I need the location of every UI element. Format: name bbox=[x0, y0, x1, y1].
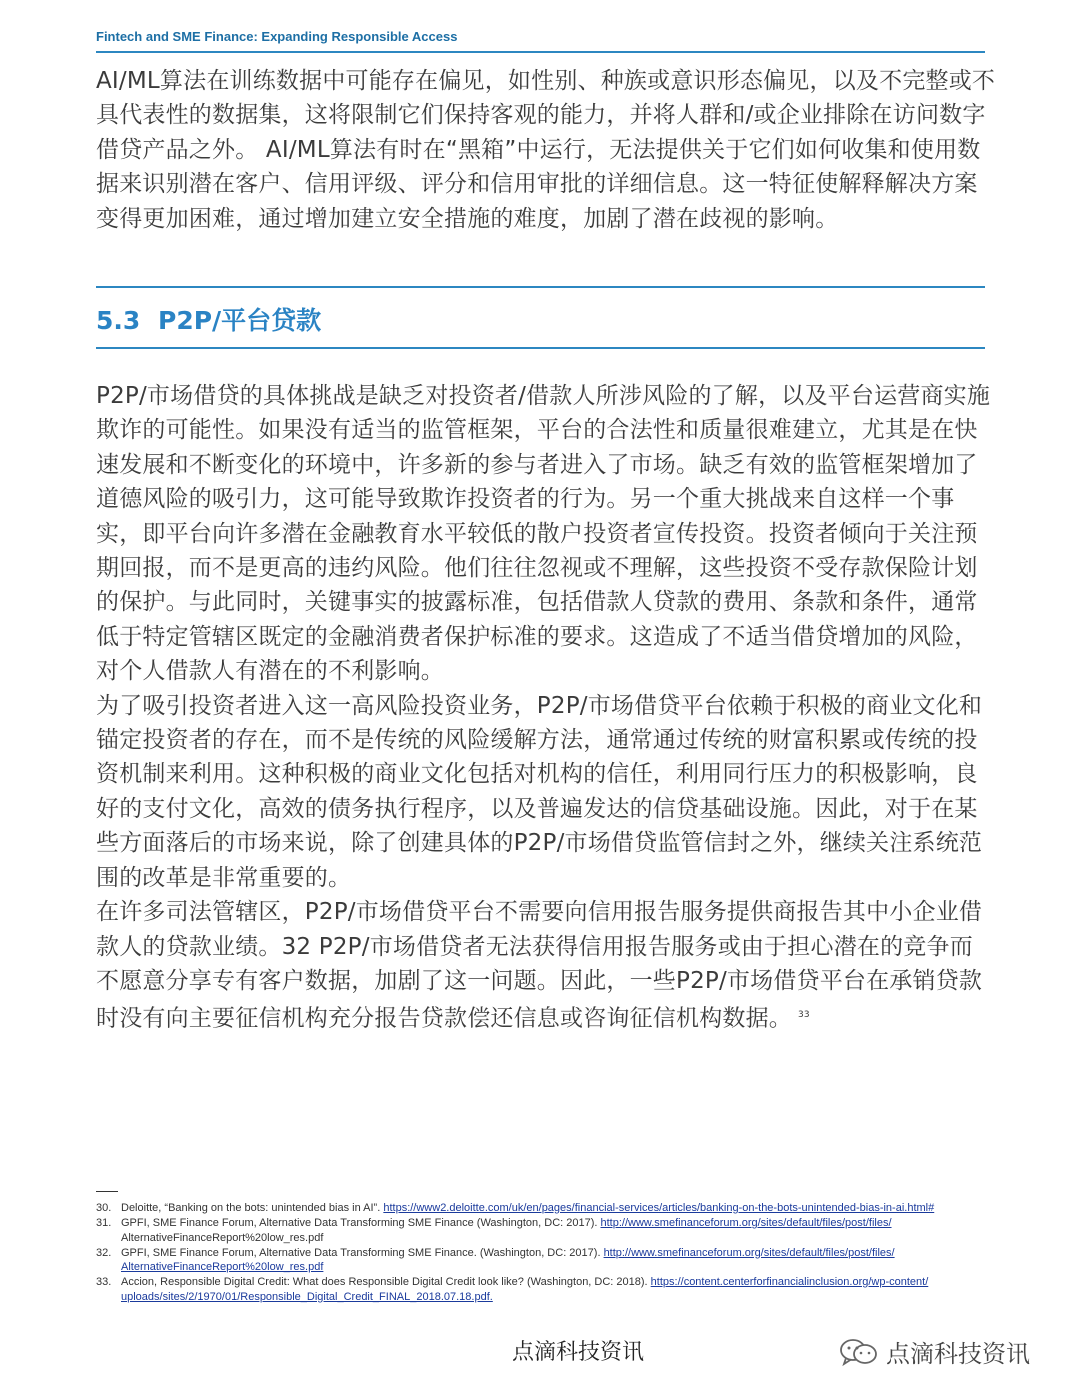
footnote-link[interactable]: uploads/sites/2/1970/01/Responsible_Digital_Credit_FINAL_2018.07.18.pdf. bbox=[121, 1290, 493, 1303]
header-rule bbox=[96, 51, 985, 53]
footnote-item bbox=[96, 1246, 996, 1275]
wechat-icon bbox=[838, 1337, 880, 1367]
section-rule-bottom bbox=[96, 347, 985, 349]
running-header: Fintech and SME Finance: Expanding Responsible Access bbox=[96, 29, 458, 44]
footnote-item bbox=[96, 1201, 996, 1216]
footnotes bbox=[96, 1201, 996, 1305]
footnote-text-continued: AlternativeFinanceReport%20low_res.pdf bbox=[121, 1231, 324, 1244]
watermark-text: 点滴科技资讯 bbox=[886, 1340, 1030, 1368]
footnote-ref[interactable]: 33 bbox=[798, 1010, 810, 1021]
footnote-text: GPFI, SME Finance Forum, Alternative Data Transforming SME Finance. (Washington, DC: 2017). bbox=[121, 1246, 604, 1259]
footnote-link[interactable]: http://www.smefinanceforum.org/sites/default/files/post/files/ bbox=[600, 1217, 892, 1229]
body-paragraph-text: 在许多司法管辖区，P2P/市场借贷平台不需要向信用报告服务提供商报告其中小企业借款人的贷款业绩。32 P2P/市场借贷者无法获得信用报告服务或由于担心潜在的竞争而不愿意分享专有客户数据，加剧了这一问题。因此，一些P2P/市场借贷平台在承销贷款时没有向主要征信机构充分报告贷款偿还信息或咨询征信机构数据。 bbox=[96, 899, 983, 1032]
footnote-item bbox=[96, 1275, 996, 1304]
body-paragraph: 为了吸引投资者进入这一高风险投资业务，P2P/市场借贷平台依赖于积极的商业文化和锚定投资者的存在，而不是传统的风险缓解方法，通常通过传统的财富积累或传统的投资机制来利用。这种积极的商业文化包括对机构的信任，利用同行压力的积极影响，良好的支付文化，高效的债务执行程序，以及普遍发达的信贷基础设施。因此，对于在某些方面落后的市场来说，除了创建具体的P2P/市场借贷监管信封之外，继续关注系统范围的改革是非常重要的。 bbox=[96, 692, 983, 891]
footnote-number: 30. bbox=[96, 1202, 112, 1214]
footnote-number: 32. bbox=[96, 1246, 112, 1259]
footnote-link[interactable]: https://www2.deloitte.com/uk/en/pages/financial-services/articles/banking-on-the-bots-unintended-bias-in-ai.html# bbox=[383, 1202, 935, 1214]
section-number: 5.3 bbox=[96, 306, 141, 335]
footnote-link[interactable]: AlternativeFinanceReport%20low_res.pdf bbox=[121, 1261, 324, 1273]
intro-paragraph bbox=[96, 64, 996, 236]
footnote-item bbox=[96, 1216, 996, 1245]
footnote-number: 31. bbox=[96, 1217, 112, 1229]
section-heading bbox=[96, 301, 321, 337]
watermark bbox=[838, 1334, 1030, 1369]
footnote-text: Accion, Responsible Digital Credit: What does Responsible Digital Credit look like? (Washington, DC: 2018). bbox=[121, 1276, 651, 1288]
section-rule-top bbox=[96, 286, 985, 288]
footnote-text: Deloitte, “Banking on the bots: unintended bias in AI”. bbox=[121, 1202, 384, 1214]
body-paragraph: P2P/市场借贷的具体挑战是缺乏对投资者/借款人所涉风险的了解，以及平台运营商实施欺诈的可能性。如果没有适当的监管框架，平台的合法性和质量很难建立，尤其是在快速发展和不断变化的环境中，许多新的参与者进入了市场。缺乏有效的监管框架增加了道德风险的吸引力，这可能导致欺诈投资者的行为。另一个重大挑战来自这样一个事实，即平台向许多潜在金融教育水平较低的散户投资者宣传投资。投资者倾向于关注预期回报，而不是更高的违约风险。他们往往忽视或不理解，这些投资不受存款保险计划的保护。与此同时，关键事实的披露标准，包括借款人贷款的费用、条款和条件，通常低于特定管辖区既定的金融消费者保护标准的要求。这造成了不适当借贷增加的风险，对个人借款人有潜在的不利影响。 bbox=[96, 383, 991, 685]
intro-text: AI/ML算法在训练数据中可能存在偏见，如性别、种族或意识形态偏见，以及不完整或不具代表性的数据集，这将限制它们保持客观的能力，并将人群和/或企业排除在访问数字借贷产品之外。 AI/ML算法有时在“黑箱”中运行，无法提供关于它们如何收集和使用数据来识别潜在客户、信用评级、评分和信用审批的详细信息。这一特征使解释解决方案变得更加困难，通过增加建立安全措施的难度，加剧了潜在歧视的影响。 bbox=[96, 68, 996, 232]
footnote-text: GPFI, SME Finance Forum, Alternative Data Transforming SME Finance (Washington, DC: 2017). bbox=[121, 1217, 601, 1229]
section-body bbox=[96, 379, 996, 1036]
footnote-rule bbox=[96, 1191, 118, 1192]
body-paragraph bbox=[96, 895, 996, 1036]
footer-text: 点滴科技资讯 bbox=[512, 1340, 645, 1365]
footnote-number: 33. bbox=[96, 1276, 112, 1288]
section-title-text: P2P/平台贷款 bbox=[158, 306, 322, 335]
footnote-link[interactable]: http://www.smefinanceforum.org/sites/default/files/post/files/ bbox=[603, 1246, 895, 1259]
footnote-link[interactable]: https://content.centerforfinancialinclusion.org/wp-content/ bbox=[650, 1276, 929, 1288]
